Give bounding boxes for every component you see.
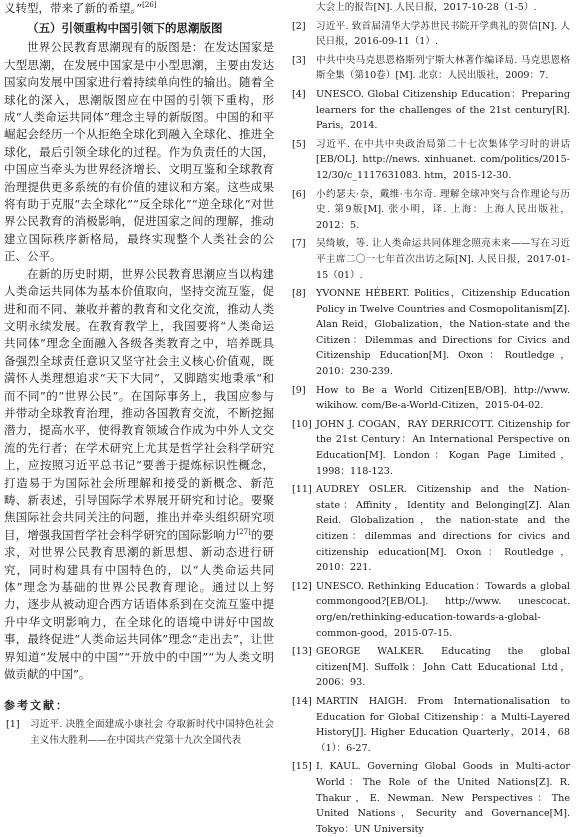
reference-number: [6] <box>292 188 306 200</box>
paragraph-continuation <box>4 0 274 17</box>
reference-item <box>290 286 570 380</box>
reference-number: [13] <box>292 646 312 658</box>
paragraph-text: 义转型，带来了新的希望。” <box>4 1 143 15</box>
reference-item <box>290 759 570 837</box>
reference-item <box>290 53 570 84</box>
reference-number: [10] <box>292 418 312 430</box>
reference-number: [9] <box>292 384 306 396</box>
reference-item <box>290 236 570 283</box>
reference-item <box>290 19 570 50</box>
reference-item <box>290 482 570 576</box>
paragraph-text: 在新的历史时期，世界公民教育思潮应当以构建人类命运共同体为基本价值取向，坚持交流互鉴，促进和而不同、兼收并蓄的教育和文化交流，推动人类文明永续发展。在教育教学上，我国要将“人类命运共同体”理念全面融入各级各类教育之中，培养既具备强烈全球责任意识又坚守社会主义核心价值观，既満怀人类理想追求“天下大同”，又脚踏实地秉承“和而不同”的“世界公民”。在国际事务上，我国应参与并带动全球教育治理，推动各国教育交流，不断挖掘潜力，提高水平，使得教育领域合作成为中外人文交流的先行者；在学术研究上尤其是哲学社会科学研究上，应按照习近平总书记“要善于提炼标识性概念，打造易于为国际社会所理解和接受的新概念、新范畴、新表述，引导国际学术界展开研究和讨论。要聚焦国际社会共同关注的问题，推出并牵头组织研究项目，增强我国哲学社会科学研究的国际影响力 <box>4 266 274 542</box>
citation-sup: [26] <box>142 1 157 10</box>
reference-item <box>290 694 570 756</box>
reference-number: [2] <box>292 20 306 32</box>
reference-item <box>290 187 570 234</box>
reference-item <box>290 383 570 414</box>
reference-text: 中共中央马克思恩格斯列宁斯大林著作编译局. 马克思恩格斯全集（第10卷）[M]. 北京：人民出版社，2009：7. <box>316 54 570 82</box>
reference-item <box>290 137 570 184</box>
reference-text: GEORGE WALKER. Educating the global citizen[M]. Suffolk：John Catt Educational Ltd，2006：93. <box>316 646 570 689</box>
reference-text: MARTIN HAIGH. From Internationalisation to Education for Global Citizenship：a Multi-Layered History[J]. Higher Education Quarterly，2014，68（1）：6-27. <box>316 695 570 754</box>
reference-number: [7] <box>292 238 306 250</box>
references-title: 参考文献： <box>4 699 69 713</box>
reference-number: [11] <box>292 484 312 496</box>
paragraph <box>4 266 274 684</box>
paragraph: 世界公民教育思潮现有的版图是：在发达国家是大型思潮，在发展中国家是中小型思潮，主要由发达国家向发展中国家进行着持续单向性的输出。随着全球化的深入，思潮版图应在中国的引领下重构，形成“人类命运共同体”理念主导的新版图。中国的和平崛起会经历一个从拒绝全球化到融入全球化、推进全球化，最后引领全球化的过程。作为负责任的大国，中国应当牵头为世界经济增长、文明互鉴和全球教育治理提供更多系统的有价值的建议和方案。这些成果将有助于克服“去全球化”“反全球化”“逆全球化”对世界公民教育的消极影响，促进国家之间的理解，推动建立国际秩序新格局，最终实现整个人类社会的公正、公平。 <box>4 40 274 264</box>
left-column <box>4 0 274 819</box>
reference-text: UNESCO. Rethinking Education：Towards a global commongood?[EB/OL]. http://www. unescocat. org/en/rethinking-education-towards-a-global-common-good，2015-07-15. <box>316 580 570 639</box>
reference-text: How to Be a World Citizen[EB/OB]. http://www. wikihow. com/Be-a-World-Citizen，2015-04-02. <box>316 384 570 412</box>
reference-text: 习近平. 致首届清华大学苏世民书院开学典礼的贺信[N]. 人民日报，2016-09-11（1）. <box>316 20 570 48</box>
reference-number: [15] <box>292 761 312 773</box>
reference-continuation: 大会上的报告[N]. 人民日报，2017-10-28（1-5）. <box>316 2 537 13</box>
reference-number: [1] <box>6 719 20 731</box>
section-heading: （五）引领重构中国引领下的思潮版图 <box>27 21 223 36</box>
reference-item <box>4 717 274 748</box>
reference-item <box>290 87 570 134</box>
reference-item <box>290 579 570 641</box>
reference-number: [12] <box>292 580 312 592</box>
reference-text: 习近平. 在中共中央政治局第二十七次集体学习时的讲话[EB/OL]. http://news. xinhuanet. com/politics/2015-12/30/c_1117631083. htm，2015-12-30. <box>316 138 570 181</box>
reference-text: 吴绮敏，等. 让人类命运共同体理念照亮未来——写在习近平主席二〇一七年首次出访之际[N]. 人民日报，2017-01-15（01）. <box>316 238 570 281</box>
reference-list <box>290 19 570 837</box>
reference-text: UNESCO. Global Citizenship Education：Preparing learners for the challenges of the 21st century[R]. Paris，2014. <box>316 88 570 132</box>
reference-item <box>290 644 570 691</box>
reference-number: [3] <box>292 54 306 66</box>
reference-text: 习近平. 决胜全面建成小康社会 夺取新时代中国特色社会主义伟大胜利——在中国共产党第十九次全国代表 <box>30 719 274 747</box>
reference-item <box>290 417 570 479</box>
reference-number: [5] <box>292 138 306 150</box>
reference-text: YVONNE HÉBERT. Politics，Citizenship Education Policy in Twelve Countries and Cosmopolitanism[Z]. Alan Reid，Globalization，the Nation-state and the Citizen：Dilemmas and Directions for Civics and Citizenship Education[M]. Oxon：Routledge，2010：230-239. <box>316 288 571 378</box>
reference-text: JOHN J. COGAN，RAY DERRICOTT. Citizenship for the 21st Century：An International Perspective on Education[M]. London：Kogan Page Limited，1998：118-123. <box>316 418 570 477</box>
paragraph-text: 的要求，对世界公民教育思潮的新思想、新动态进行研究，同时构建具有中国特色的，以“人类命运共同体”理念为基础的世界公民教育理论。通过以上努力，逐步从被动迎合西方话语体系到在交流互鉴中提升中华文明影响力，在全球化的语境中讲好中国故事，最终促进“人类命运共同体”理念“走出去”，让世界知道“发展中的中国”“开放中的中国”“为人类文明做贡献的中国”。 <box>4 527 275 682</box>
reference-text: 小约瑟夫·奈，戴维·韦尔奇. 理解全球冲突与合作理论与历史. 第9版[M]. 张小明，译. 上海：上海人民出版社，2012：5. <box>316 188 570 231</box>
reference-number: [8] <box>292 288 306 300</box>
reference-number: [14] <box>292 695 312 707</box>
citation-sup: [27] <box>236 527 251 536</box>
reference-text: I. KAUL. Governing Global Goods in Multi-actor World：The Role of the United Nations[Z]. R. Thakur，E. Newman. New Perspectives：The United Nations，Security and Governance[M]. Tokyo：UN University <box>316 761 570 835</box>
reference-text: AUDREY OSLER. Citizenship and the Nation-state：Affinity，Identity and Belonging[Z]. Alan Reid. Globalization，the nation-state and the citizen：dilemmas and directions for civics and citizenship education[M]. Oxon：Routledge，2010：221. <box>316 484 570 574</box>
reference-number: [4] <box>292 88 306 100</box>
right-column <box>290 0 571 835</box>
